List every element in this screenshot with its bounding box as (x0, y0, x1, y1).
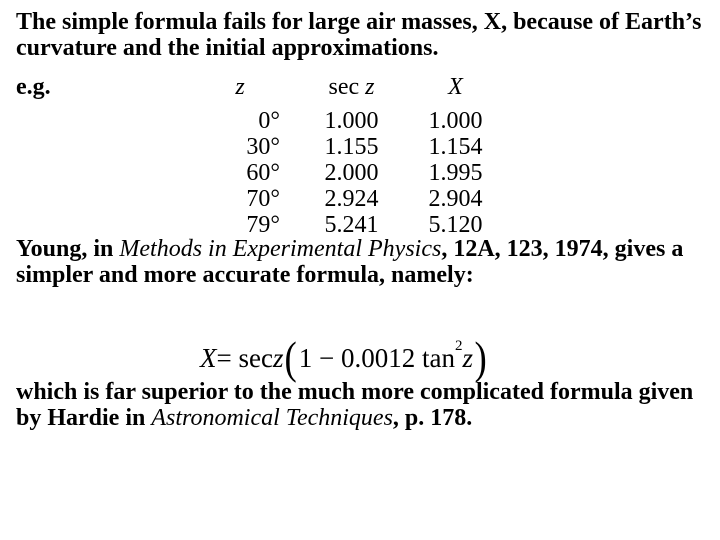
cell-x: 1.154 (428, 134, 483, 160)
cell-x: 5.120 (428, 212, 483, 238)
cell-z: 30° (246, 134, 280, 160)
cell-x: 1.000 (428, 108, 483, 134)
airmass-table (200, 74, 498, 238)
book-title: Astronomical Techniques (151, 405, 393, 431)
cell-z: 60° (246, 160, 280, 186)
table-row (200, 108, 498, 134)
cell-z: 70° (246, 186, 280, 212)
citation-paragraph: Young, in Methods in Experimental Physics, 12A, 123, 1974, gives a simpler and more accurate formula, namely: (16, 236, 684, 288)
cell-sec-z: 2.924 (324, 186, 379, 212)
cell-sec-z: 1.000 (324, 108, 379, 134)
table-row (200, 134, 498, 160)
cell-x: 2.904 (428, 186, 483, 212)
book-title: Methods in Experimental Physics (119, 236, 442, 262)
cell-z: 79° (246, 212, 280, 238)
cell-sec-z: 5.241 (324, 212, 379, 238)
cell-z: 0° (258, 108, 280, 134)
example-label: e.g. (16, 74, 51, 100)
table-row (200, 212, 498, 238)
intro-paragraph: The simple formula fails for large air masses, X, because of Earth’s curvature and the initial approximations. (16, 9, 702, 61)
cell-x: 1.995 (428, 160, 483, 186)
cell-sec-z: 2.000 (324, 160, 379, 186)
header-x: X (448, 74, 463, 100)
table-row (200, 186, 498, 212)
airmass-formula: X = sec z ( 1 − 0.0012 tan 2 z ) (200, 332, 487, 383)
table-header-row (200, 74, 498, 108)
comparison-paragraph: which is far superior to the much more complicated formula given by Hardie in Astronomical Techniques, p. 178. (16, 379, 694, 431)
table-row (200, 160, 498, 186)
header-sec-z: sec z (328, 74, 375, 100)
header-z: z (235, 74, 245, 100)
cell-sec-z: 1.155 (324, 134, 379, 160)
